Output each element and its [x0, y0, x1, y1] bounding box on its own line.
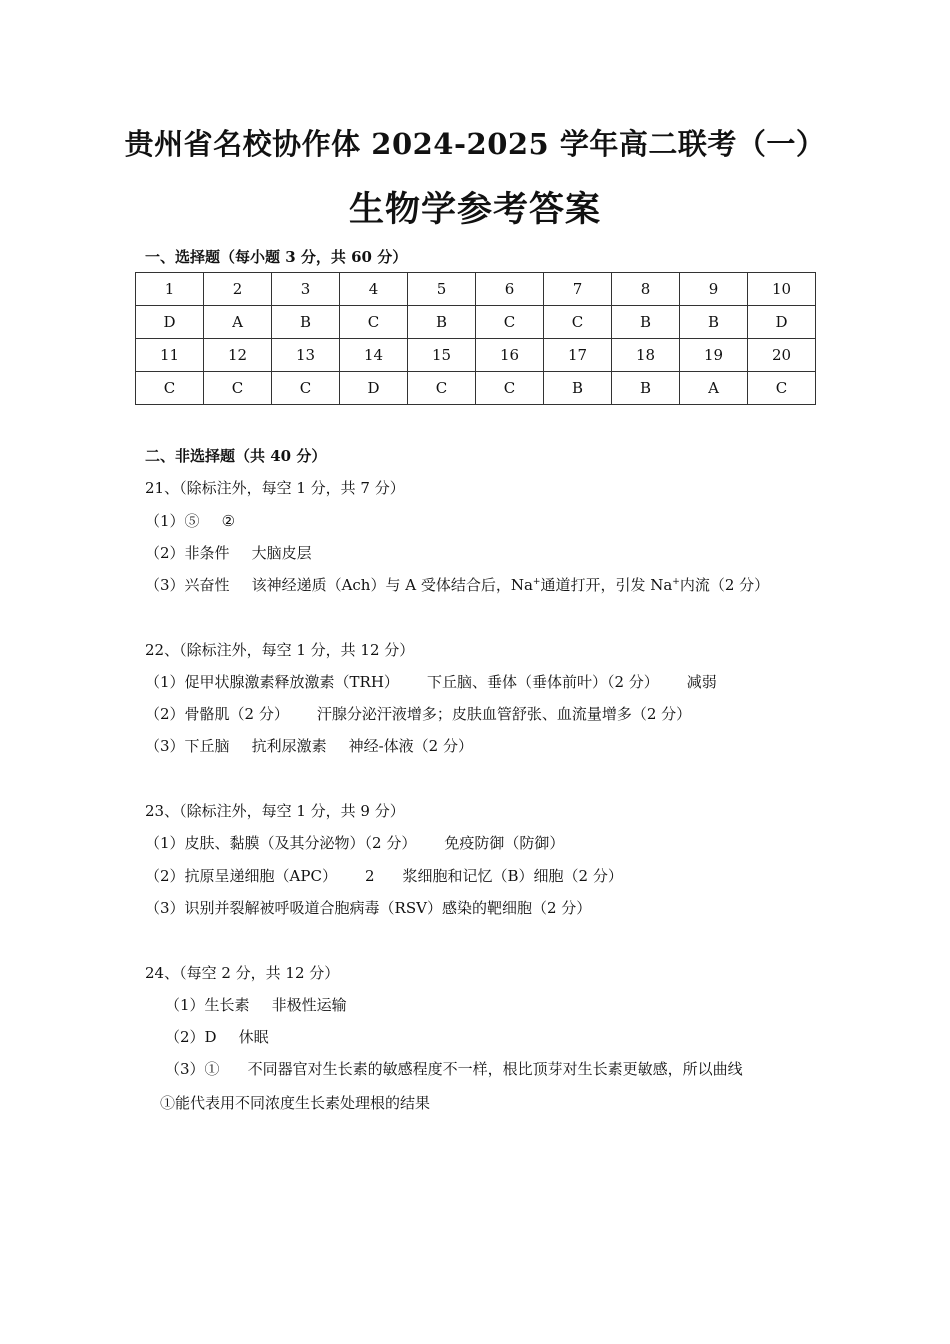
answer-cell: C [136, 372, 204, 405]
question-number-cell: 11 [136, 339, 204, 372]
q21-heading: 21、（除标注外，每空 1 分，共 7 分） [145, 479, 405, 497]
answer-row [136, 372, 816, 405]
answer-cell: C [408, 372, 476, 405]
answer-part: 汗腺分泌汗液增多；皮肤血管舒张、血流量增多（2 分） [316, 705, 692, 723]
q24-answer-3 [165, 1058, 743, 1079]
answer-cell: D [748, 306, 816, 339]
answer-cell: C [476, 306, 544, 339]
answer-part: 抗原呈递细胞（APC） [184, 867, 337, 885]
q23-answer-3 [145, 897, 591, 918]
question-number-cell: 4 [340, 273, 408, 306]
q23-heading: 23、（除标注外，每空 1 分，共 9 分） [145, 802, 405, 820]
answer-cell: A [680, 372, 748, 405]
q24-answer-1 [165, 994, 347, 1015]
question-number-cell: 12 [204, 339, 272, 372]
superscript-plus: + [672, 577, 680, 587]
answer-part: D [204, 1028, 217, 1046]
answer-cell: C [340, 306, 408, 339]
question-number-cell: 19 [680, 339, 748, 372]
answer-part: 识别并裂解被呼吸道合胞病毒（RSV）感染的靶细胞（2 分） [184, 899, 592, 917]
question-number-cell: 2 [204, 273, 272, 306]
answer-label: （1） [165, 996, 205, 1014]
answer-part: 内流（2 分） [679, 576, 770, 594]
answer-cell: D [136, 306, 204, 339]
question-number-cell: 8 [612, 273, 680, 306]
answer-label: （2） [145, 867, 185, 885]
question-number-cell: 16 [476, 339, 544, 372]
section2-heading: 二、非选择题（共 40 分） [145, 447, 327, 465]
answer-cell: B [408, 306, 476, 339]
answer-part: 不同器官对生长素的敏感程度不一样，根比顶芽对生长素更敏感，所以曲线 [247, 1060, 743, 1078]
q24-answer-2 [165, 1026, 269, 1047]
answer-label: （1） [145, 512, 185, 530]
answer-part: ①能代表用不同浓度生长素处理根的结果 [160, 1094, 431, 1112]
answer-label: （2） [165, 1028, 205, 1046]
question-number-cell: 17 [544, 339, 612, 372]
answer-label: （2） [145, 544, 185, 562]
question-number-cell: 5 [408, 273, 476, 306]
q24-answer-3-continued [160, 1092, 430, 1113]
answer-part: 浆细胞和记忆（B）细胞（2 分） [402, 867, 623, 885]
answer-cell: C [204, 372, 272, 405]
section1-heading: 一、选择题（每小题 3 分，共 60 分） [145, 248, 408, 266]
answer-part: 非极性运输 [271, 996, 347, 1014]
question-number-row [136, 273, 816, 306]
q21-answer-3 [145, 574, 769, 595]
answer-cell: C [476, 372, 544, 405]
document-subtitle: 生物学参考答案 [348, 189, 601, 230]
question-number-cell: 3 [272, 273, 340, 306]
answer-part: 生长素 [204, 996, 250, 1014]
document-title: 贵州省名校协作体 2024-2025 学年高二联考（一） [124, 127, 826, 161]
answer-part: 非条件 [184, 544, 230, 562]
q21-answer-2 [145, 542, 312, 563]
answer-part: ② [221, 512, 236, 530]
answer-part: 促甲状腺激素释放激素（TRH） [184, 673, 399, 691]
question-number-cell: 7 [544, 273, 612, 306]
answer-cell: B [544, 372, 612, 405]
answer-label: （2） [145, 705, 185, 723]
answer-part: 该神经递质（Ach）与 A 受体结合后，Na [251, 576, 533, 594]
question-number-cell: 9 [680, 273, 748, 306]
answer-label: （3） [145, 899, 185, 917]
answer-table [135, 272, 816, 405]
answer-part: 大脑皮层 [251, 544, 312, 562]
question-number-cell: 6 [476, 273, 544, 306]
answer-part: 兴奋性 [184, 576, 230, 594]
question-number-cell: 13 [272, 339, 340, 372]
q22-answer-2 [145, 703, 691, 724]
answer-part: 下丘脑、垂体（垂体前叶）（2 分） [426, 673, 659, 691]
answer-part: 皮肤、黏膜（及其分泌物）（2 分） [184, 834, 417, 852]
answer-part: 免疫防御（防御） [444, 834, 565, 852]
answer-cell: C [272, 372, 340, 405]
question-number-cell: 20 [748, 339, 816, 372]
answer-label: （3） [145, 576, 185, 594]
answer-cell: A [204, 306, 272, 339]
answer-cell: B [612, 306, 680, 339]
superscript-plus: + [532, 577, 541, 587]
answer-part: ① [204, 1060, 220, 1078]
answer-label: （3） [145, 737, 185, 755]
answer-part: ⑤ [184, 512, 200, 530]
answer-part: 通道打开，引发 Na [540, 576, 673, 594]
question-number-row [136, 339, 816, 372]
answer-label: （1） [145, 673, 185, 691]
q22-answer-3 [145, 735, 473, 756]
answer-part: 减弱 [686, 673, 717, 691]
answer-part: 神经-体液（2 分） [348, 737, 473, 755]
question-number-cell: 18 [612, 339, 680, 372]
q24-heading: 24、（每空 2 分，共 12 分） [145, 964, 340, 982]
q22-answer-1 [145, 671, 717, 692]
answer-label: （3） [165, 1060, 205, 1078]
answer-part: 抗利尿激素 [251, 737, 327, 755]
answer-cell: B [272, 306, 340, 339]
answer-part: 骨骼肌（2 分） [184, 705, 289, 723]
question-number-cell: 14 [340, 339, 408, 372]
answer-row [136, 306, 816, 339]
answer-label: （1） [145, 834, 185, 852]
question-number-cell: 15 [408, 339, 476, 372]
q23-answer-2 [145, 865, 623, 886]
answer-cell: D [340, 372, 408, 405]
q23-answer-1 [145, 832, 564, 853]
q22-heading: 22、（除标注外，每空 1 分，共 12 分） [145, 641, 415, 659]
answer-part: 2 [364, 867, 375, 885]
answer-part: 休眠 [238, 1028, 269, 1046]
question-number-cell: 1 [136, 273, 204, 306]
answer-part: 下丘脑 [184, 737, 230, 755]
question-number-cell: 10 [748, 273, 816, 306]
answer-cell: C [748, 372, 816, 405]
q21-answer-1 [145, 510, 235, 531]
answer-cell: C [544, 306, 612, 339]
answer-cell: B [680, 306, 748, 339]
answer-cell: B [612, 372, 680, 405]
